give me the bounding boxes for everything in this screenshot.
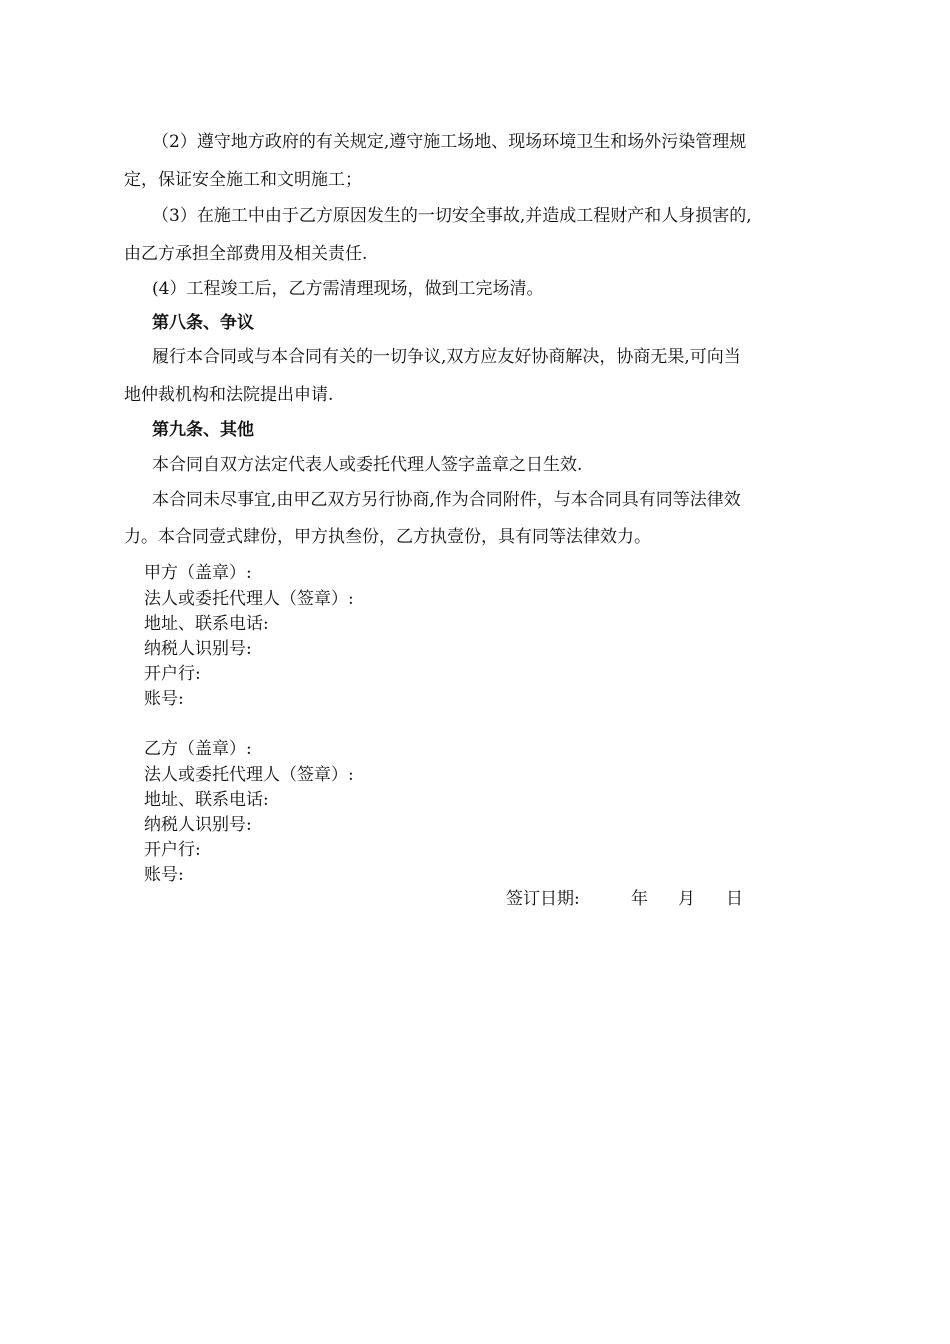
party-b-representative: 法人或委托代理人（签章）:	[144, 765, 354, 785]
party-a-address: 地址、联系电话:	[144, 614, 269, 634]
article-9-heading: 第九条、其他	[152, 420, 254, 440]
signing-year: 年	[631, 889, 648, 909]
clause-2-line-1: （2）遵守地方政府的有关规定,遵守施工场地、现场环境卫生和场外污染管理规	[152, 132, 747, 152]
article-8-line-2: 地仲裁机构和法院提出申请.	[124, 385, 334, 405]
party-a-account: 账号:	[144, 689, 184, 709]
article-8-line-1: 履行本合同或与本合同有关的一切争议,双方应友好协商解决，协商无果,可向当	[152, 347, 741, 367]
clause-3-line-1: （3）在施工中由于乙方原因发生的一切安全事故,并造成工程财产和人身损害的,	[152, 206, 752, 226]
party-a-representative: 法人或委托代理人（签章）:	[144, 589, 354, 609]
clause-3-line-2: 由乙方承担全部费用及相关责任.	[124, 244, 368, 264]
party-b-seal: 乙方（盖章）:	[144, 739, 252, 759]
article-8-heading: 第八条、争议	[152, 313, 254, 333]
article-9-para-1: 本合同自双方法定代表人或委托代理人签字盖章之日生效.	[152, 455, 583, 475]
clause-2-line-2: 定，保证安全施工和文明施工；	[124, 170, 362, 190]
signing-month: 月	[678, 889, 695, 909]
party-a-tax-id: 纳税人识别号:	[144, 639, 252, 659]
signing-date-label: 签订日期:	[506, 889, 580, 909]
article-9-para-2-line-2: 力。本合同壹式肆份，甲方执叁份，乙方执壹份，具有同等法律效力。	[124, 527, 651, 547]
article-9-para-2-line-1: 本合同未尽事宜,由甲乙双方另行协商,作为合同附件，与本合同具有同等法律效	[152, 490, 741, 510]
party-a-seal: 甲方（盖章）:	[144, 563, 252, 583]
party-b-bank: 开户行:	[144, 840, 201, 860]
party-a-bank: 开户行:	[144, 664, 201, 684]
party-b-tax-id: 纳税人识别号:	[144, 815, 252, 835]
party-b-address: 地址、联系电话:	[144, 790, 269, 810]
signing-day: 日	[726, 889, 743, 909]
clause-4: (4）工程竣工后，乙方需清理现场，做到工完场清。	[152, 279, 544, 299]
party-b-account: 账号:	[144, 865, 184, 885]
